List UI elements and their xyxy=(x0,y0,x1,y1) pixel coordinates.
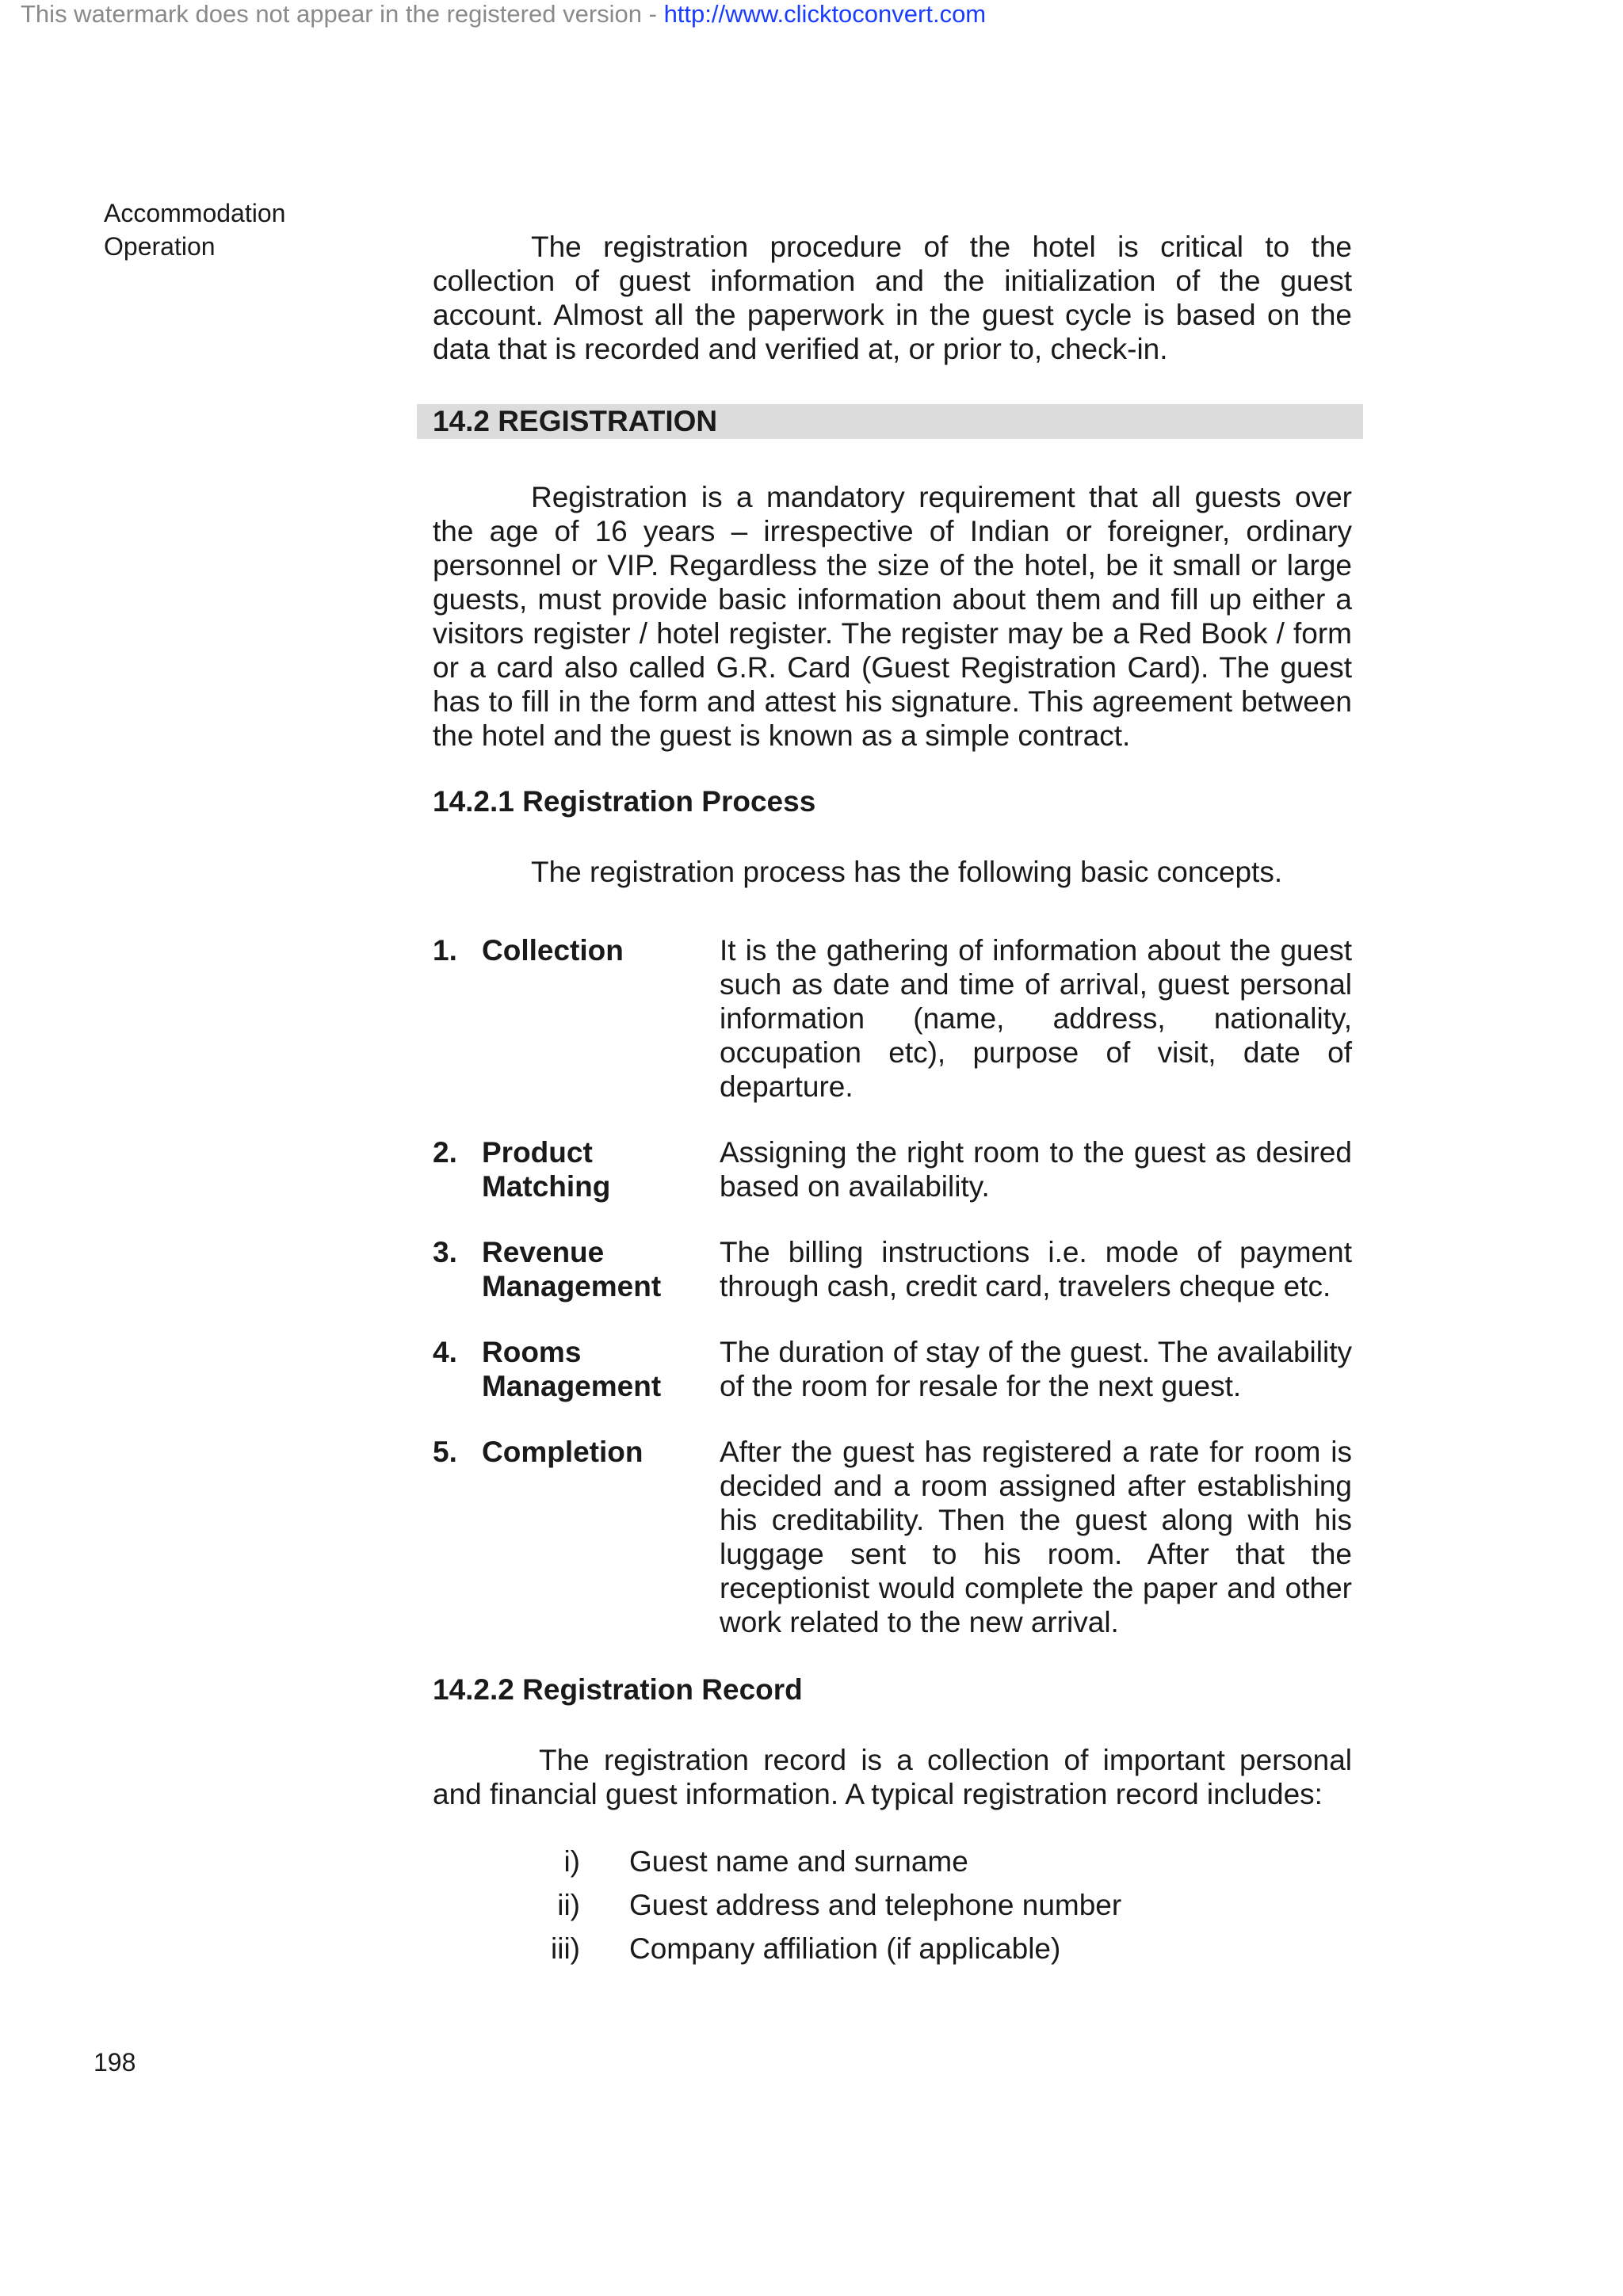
intro-paragraph: The registration procedure of the hotel is critical to the collection of guest information and the initialization of the guest account. Almost all the paperwork in the guest cycle is based on the data that is recorded and verified at, or prior to, check-in. xyxy=(433,231,1352,365)
record-heading: 14.2.2 Registration Record xyxy=(433,1673,803,1706)
list-item xyxy=(433,1927,1352,1970)
running-header-line1: Accommodation xyxy=(104,199,286,227)
concept-item xyxy=(433,1135,1352,1203)
running-header-line2: Operation xyxy=(104,232,216,261)
watermark-text: This watermark does not appear in the registered version - xyxy=(21,0,664,28)
concept-number: 1. xyxy=(433,934,457,967)
list-marker: i) xyxy=(563,1845,580,1878)
concept-term-line: Collection xyxy=(482,934,624,967)
watermark-banner xyxy=(21,0,986,29)
concept-term-line: Management xyxy=(482,1370,662,1402)
list-item-text: Guest address and telephone number xyxy=(629,1889,1122,1921)
concept-description: After the guest has registered a rate for room is decided and a room assigned after establishing his creditability. Then the guest along with his luggage sent to his room. After that the receptionist would complete the paper and other work related to the new arrival. xyxy=(720,1436,1352,1638)
list-item xyxy=(433,1840,1352,1883)
concept-term-line: Rooms xyxy=(482,1336,582,1368)
list-marker: iii) xyxy=(551,1932,580,1965)
concept-item xyxy=(433,1335,1352,1403)
concept-description: The duration of stay of the guest. The availability of the room for resale for the next guest. xyxy=(720,1336,1352,1402)
concept-item xyxy=(433,1235,1352,1303)
concept-term-line: Management xyxy=(482,1270,662,1302)
section-heading: 14.2 REGISTRATION xyxy=(417,404,1363,439)
concept-item xyxy=(433,933,1352,1104)
concept-description: It is the gathering of information about the guest such as date and time of arrival, guest personal information (name, address, nationality, occupation etc), purpose of visit, date of departure. xyxy=(720,934,1352,1103)
list-marker: ii) xyxy=(557,1889,580,1921)
concept-term xyxy=(482,1235,720,1303)
concept-number: 4. xyxy=(433,1336,457,1368)
concept-number: 2. xyxy=(433,1136,457,1169)
list-item-text: Guest name and surname xyxy=(629,1845,968,1878)
concept-item xyxy=(433,1435,1352,1639)
concept-term xyxy=(482,933,720,1104)
registration-paragraph: Registration is a mandatory requirement that all guests over the age of 16 years – irrespective of Indian or foreigner, ordinary personnel or VIP. Regardless the size of the hotel, be it small or large guests, must provide basic information about them and fill up either a visitors register / hotel register. The register may be a Red Book / form or a card also called G.R. Card (Guest Registration Card). The guest has to fill in the form and attest his signature. This agreement between the hotel and the guest is known as a simple contract. xyxy=(433,481,1352,752)
concept-term xyxy=(482,1435,720,1639)
list-item xyxy=(433,1883,1352,1927)
concept-term-line: Completion xyxy=(482,1436,643,1468)
process-intro: The registration process has the following basic concepts. xyxy=(531,856,1283,888)
concept-description: The billing instructions i.e. mode of payment through cash, credit card, travelers cheque etc. xyxy=(720,1236,1352,1302)
page-number: 198 xyxy=(94,2048,136,2077)
concept-term-line: Matching xyxy=(482,1170,611,1203)
concept-number: 3. xyxy=(433,1236,457,1268)
concept-term xyxy=(482,1335,720,1403)
process-heading: 14.2.1 Registration Process xyxy=(433,785,816,818)
concept-number: 5. xyxy=(433,1436,457,1468)
concept-term xyxy=(482,1135,720,1203)
watermark-link[interactable]: http://www.clicktoconvert.com xyxy=(663,0,987,28)
concept-list xyxy=(433,933,1352,1639)
record-paragraph: The registration record is a collection of important personal and financial guest information. A typical registration record includes: xyxy=(433,1744,1352,1810)
main-content xyxy=(433,230,1352,2000)
record-list xyxy=(433,1840,1352,1970)
concept-term-line: Product xyxy=(482,1136,593,1169)
concept-description: Assigning the right room to the guest as desired based on availability. xyxy=(720,1136,1352,1203)
list-item-text: Company affiliation (if applicable) xyxy=(629,1932,1061,1965)
concept-term-line: Revenue xyxy=(482,1236,605,1268)
running-header xyxy=(104,196,285,263)
